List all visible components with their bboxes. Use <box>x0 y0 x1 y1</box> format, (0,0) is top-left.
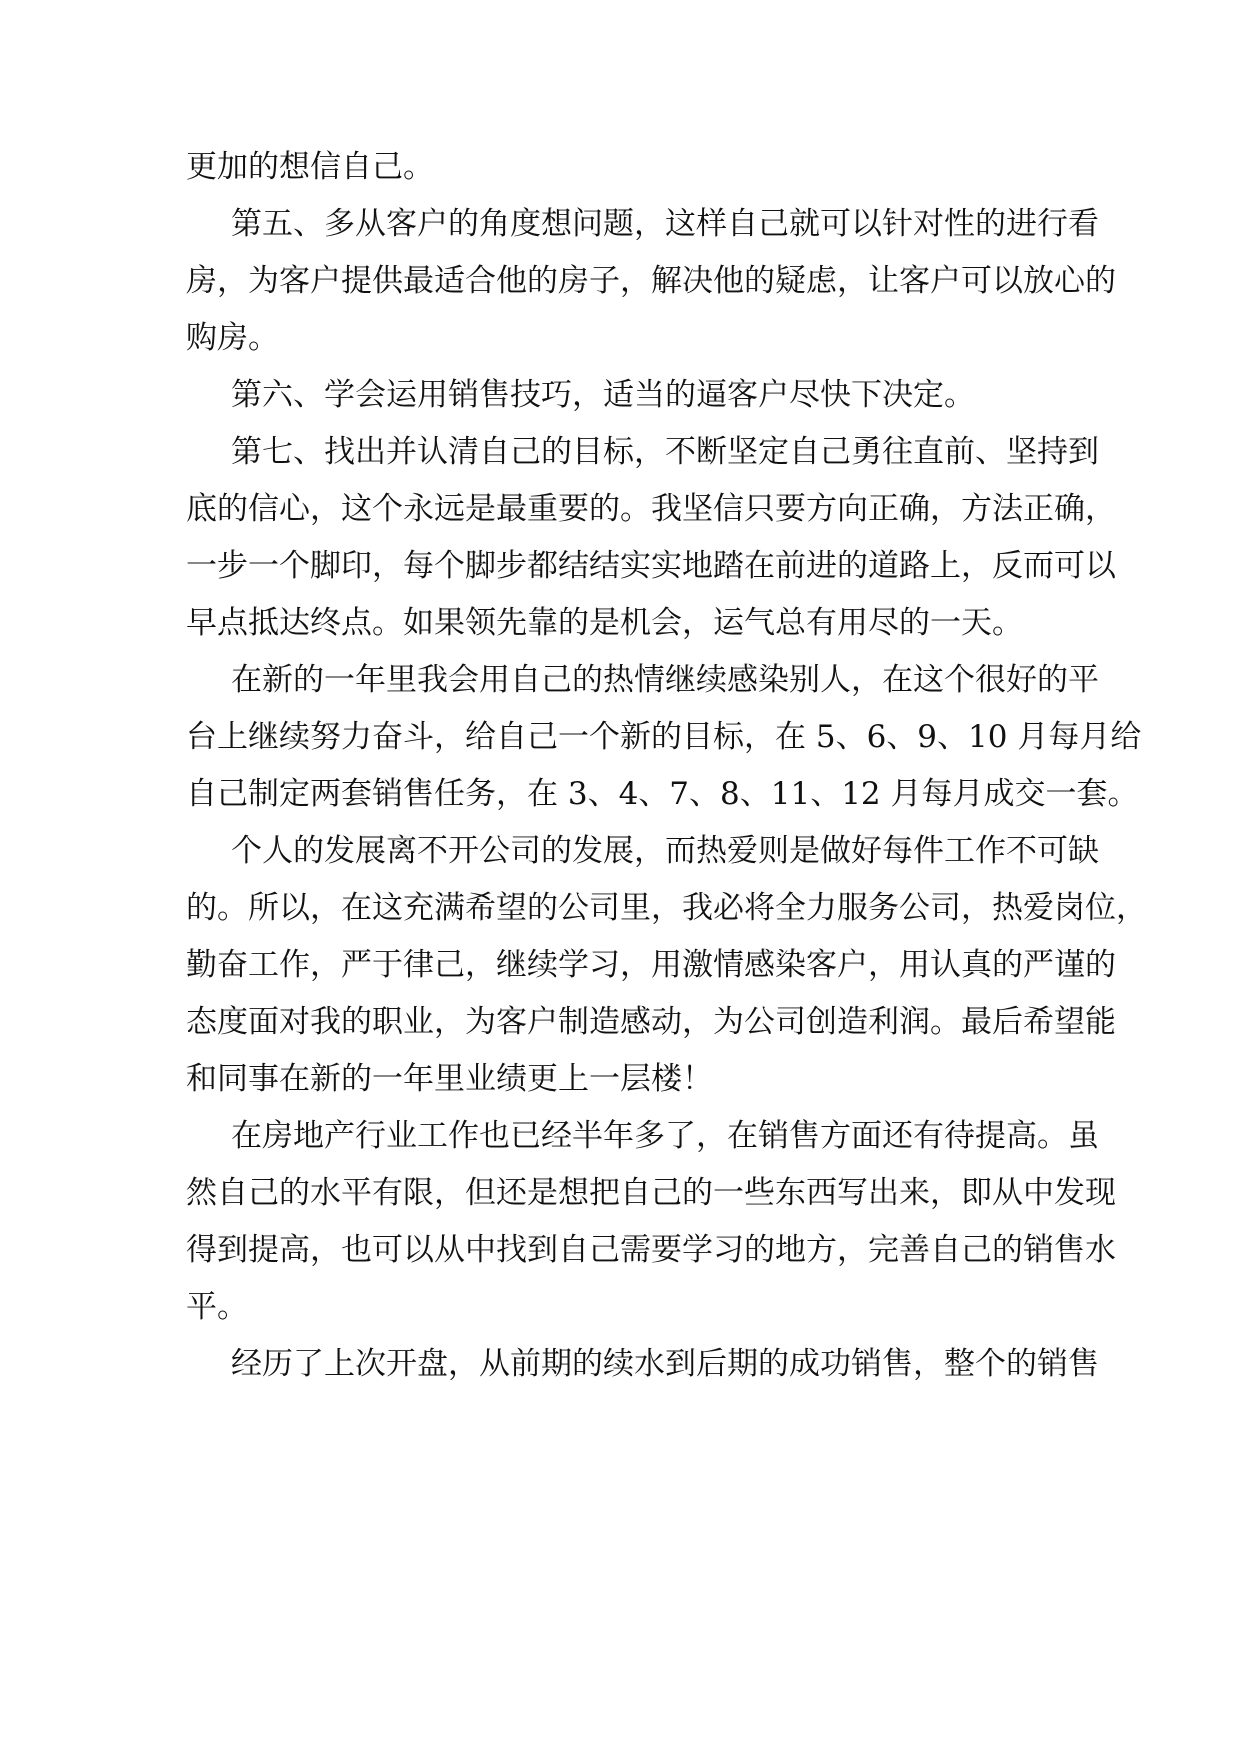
text-line-11: 台上继续努力奋斗，给自己一个新的目标，在 5、6、9、10 月每月给 <box>186 719 1142 755</box>
text-line-9: 早点抵达终点。如果领先靠的是机会，运气总有用尽的一天。 <box>186 605 1023 641</box>
text-line-22: 经历了上次开盘，从前期的续水到后期的成功销售，整个的销售 <box>231 1346 1099 1382</box>
text-line-6: 第七、找出并认清自己的目标，不断坚定自己勇往直前、坚持到 <box>231 434 1099 470</box>
text-line-21: 平。 <box>186 1289 248 1325</box>
text-line-8: 一步一个脚印，每个脚步都结结实实地踏在前进的道路上，反而可以 <box>186 548 1116 584</box>
text-line-4: 购房。 <box>186 320 279 356</box>
text-line-1: 更加的想信自己。 <box>186 149 434 185</box>
text-line-13: 个人的发展离不开公司的发展，而热爱则是做好每件工作不可缺 <box>231 833 1099 869</box>
text-line-10: 在新的一年里我会用自己的热情继续感染别人，在这个很好的平 <box>231 662 1099 698</box>
text-line-5: 第六、学会运用销售技巧，适当的逼客户尽快下决定。 <box>231 377 975 413</box>
text-line-2: 第五、多从客户的角度想问题，这样自己就可以针对性的进行看 <box>231 206 1099 242</box>
text-line-18: 在房地产行业工作也已经半年多了，在销售方面还有待提高。虽 <box>231 1118 1099 1154</box>
text-line-15: 勤奋工作，严于律己，继续学习，用激情感染客户，用认真的严谨的 <box>186 947 1116 983</box>
text-line-19: 然自己的水平有限，但还是想把自己的一些东西写出来，即从中发现 <box>186 1175 1116 1211</box>
text-line-16: 态度面对我的职业，为客户制造感动，为公司创造利润。最后希望能 <box>186 1004 1116 1040</box>
text-line-20: 得到提高，也可以从中找到自己需要学习的地方，完善自己的销售水 <box>186 1232 1116 1268</box>
text-line-14: 的。所以，在这充满希望的公司里，我必将全力服务公司，热爱岗位， <box>186 890 1147 926</box>
text-line-17: 和同事在新的一年里业绩更上一层楼！ <box>186 1061 713 1097</box>
text-line-7: 底的信心，这个永远是最重要的。我坚信只要方向正确，方法正确， <box>186 491 1116 527</box>
text-line-12: 自己制定两套销售任务，在 3、4、7、8、11、12 月每月成交一套。 <box>186 776 1139 812</box>
text-line-3: 房，为客户提供最适合他的房子，解决他的疑虑，让客户可以放心的 <box>186 263 1116 299</box>
